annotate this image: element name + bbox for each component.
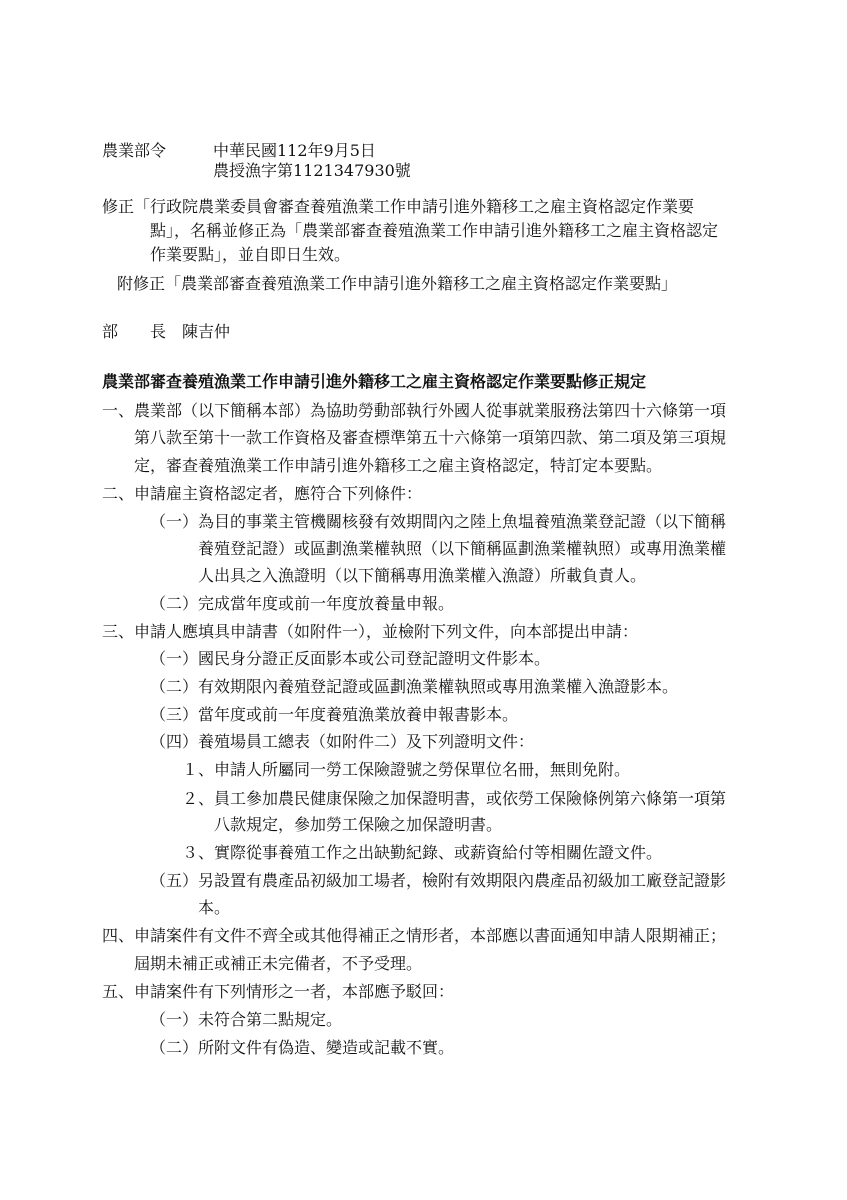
- regulation-title: 農業部審查養殖漁業工作申請引進外籍移工之雇主資格認定作業要點修正規定: [102, 372, 647, 391]
- regulation-line: 第八款至第十一款工作資格及審查標準第五十六條第一項第四款、第二項及第三項規: [134, 428, 727, 447]
- regulation-line: （一）國民身分證正反面影本或公司登記證明文件影本。: [150, 649, 551, 668]
- regulation-line: （一）為目的事業主管機關核發有效期間內之陸上魚塭養殖漁業登記證（以下簡稱: [150, 512, 727, 531]
- amendment-line-2: 點」，名稱並修正為「農業部審查養殖漁業工作申請引進外籍移工之雇主資格認定: [150, 221, 719, 240]
- regulation-line: （四）養殖場員工總表（如附件二）及下列證明文件：: [150, 732, 535, 751]
- regulation-line: （二）完成當年度或前一年度放養量申報。: [150, 594, 455, 613]
- document-number: 農授漁字第1121347930號: [213, 161, 411, 180]
- regulation-line: （五）另設置有農產品初級加工場者，檢附有效期限內農產品初級加工廠登記證影: [150, 871, 727, 890]
- regulation-line: 定，審查養殖漁業工作申請引進外籍移工之雇主資格認定，特訂定本要點。: [134, 456, 663, 475]
- regulation-line: 八款規定，參加勞工保險之加保證明書。: [214, 815, 503, 834]
- issue-date: 中華民國112年9月5日: [213, 141, 376, 160]
- regulation-line: 屆期未補正或補正未完備者，不予受理。: [134, 954, 423, 973]
- signature-name: 陳吉仲: [182, 322, 231, 341]
- amendment-line-3: 作業要點」，並自即日生效。: [150, 245, 351, 264]
- amendment-line-1: 修正「行政院農業委員會審查養殖漁業工作申請引進外籍移工之雇主資格認定作業要: [102, 197, 695, 216]
- regulation-line: 三、申請人應填具申請書（如附件一），並檢附下列文件，向本部提出申請：: [102, 622, 639, 641]
- issuer-label: 農業部令: [102, 141, 167, 160]
- signature-title: 部 長: [102, 322, 167, 341]
- regulation-line: 養殖登記證）或區劃漁業權執照（以下簡稱區劃漁業權執照）或專用漁業權: [198, 539, 727, 558]
- regulation-line: 一、農業部（以下簡稱本部）為協助勞動部執行外國人從事就業服務法第四十六條第一項: [102, 401, 727, 420]
- regulation-line: 本。: [198, 898, 231, 917]
- regulation-line: ３、實際從事養殖工作之出缺勤紀錄、或薪資給付等相關佐證文件。: [182, 843, 663, 862]
- regulation-line: 人出具之入漁證明（以下簡稱專用漁業權入漁證）所載負責人。: [198, 566, 647, 585]
- regulation-line: 二、申請雇主資格認定者，應符合下列條件：: [102, 484, 423, 503]
- regulation-line: （二）所附文件有偽造、變造或記載不實。: [150, 1038, 455, 1057]
- regulation-line: （三）當年度或前一年度養殖漁業放養申報書影本。: [150, 705, 519, 724]
- regulation-line: ２、員工參加農民健康保險之加保證明書，或依勞工保險條例第六條第一項第: [182, 789, 727, 808]
- regulation-line: （二）有效期限內養殖登記證或區劃漁業權執照或專用漁業權入漁證影本。: [150, 677, 679, 696]
- regulation-line: 五、申請案件有下列情形之一者，本部應予駁回：: [102, 982, 455, 1001]
- regulation-line: 四、申請案件有文件不齊全或其他得補正之情形者，本部應以書面通知申請人限期補正；: [102, 926, 727, 945]
- regulation-line: １、申請人所屬同一勞工保險證號之勞保單位名冊，無則免附。: [182, 760, 631, 779]
- regulation-line: （一）未符合第二點規定。: [150, 1010, 343, 1029]
- amendment-attachment-note: 附修正「農業部審查養殖漁業工作申請引進外籍移工之雇主資格認定作業要點」: [117, 274, 678, 293]
